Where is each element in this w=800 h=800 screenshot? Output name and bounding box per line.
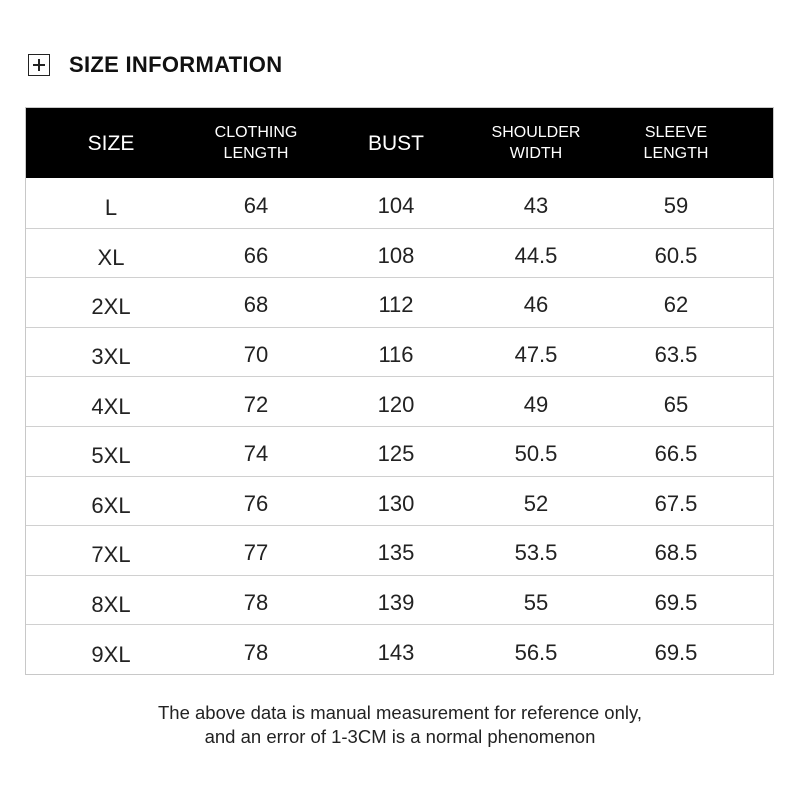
note-line-1: The above data is manual measurement for reference only, <box>158 702 642 723</box>
cell-shoulder-width: 56.5 <box>514 639 558 665</box>
cell-size: 7XL <box>91 542 131 568</box>
column-header-clothing-length: CLOTHING LENGTH <box>214 124 298 162</box>
cell-clothing-length: 78 <box>243 590 269 616</box>
cell-sleeve-length: 60.5 <box>654 242 698 268</box>
cell-sleeve-length: 62 <box>663 292 689 318</box>
column-header-shoulder-width: SHOULDER WIDTH <box>491 124 581 162</box>
size-table <box>25 107 774 675</box>
cell-shoulder-width: 50.5 <box>514 441 558 467</box>
cell-bust: 130 <box>377 490 415 516</box>
cell-size: 6XL <box>91 492 131 518</box>
cell-shoulder-width: 44.5 <box>514 242 558 268</box>
cell-bust: 116 <box>378 342 414 368</box>
cell-sleeve-length: 63.5 <box>654 342 698 368</box>
cell-clothing-length: 72 <box>243 391 269 417</box>
table-header <box>26 108 773 178</box>
cell-size: L <box>104 194 118 220</box>
cell-shoulder-width: 55 <box>523 590 549 616</box>
cell-sleeve-length: 67.5 <box>654 490 698 516</box>
cell-clothing-length: 74 <box>243 441 269 467</box>
cell-shoulder-width: 43 <box>523 192 549 218</box>
cell-sleeve-length: 69.5 <box>654 590 698 616</box>
cell-size: 8XL <box>91 592 131 618</box>
cell-bust: 120 <box>377 391 415 417</box>
cell-sleeve-length: 69.5 <box>654 639 698 665</box>
cell-size: 4XL <box>91 393 131 419</box>
column-header-bust: BUST <box>367 131 424 155</box>
measurement-note <box>0 701 800 749</box>
cell-clothing-length: 78 <box>243 639 269 665</box>
cell-bust: 104 <box>377 192 415 218</box>
table-row <box>26 277 773 327</box>
section-header <box>28 50 282 80</box>
table-row <box>26 575 773 625</box>
table-row <box>26 624 773 674</box>
cell-sleeve-length: 68.5 <box>654 540 698 566</box>
cell-sleeve-length: 59 <box>663 192 689 218</box>
cell-shoulder-width: 52 <box>523 490 549 516</box>
cell-bust: 135 <box>377 540 415 566</box>
cell-bust: 125 <box>377 441 415 467</box>
cell-clothing-length: 64 <box>243 192 269 218</box>
cell-size: 9XL <box>91 641 131 667</box>
cell-size: 2XL <box>91 294 131 320</box>
cell-size: 5XL <box>91 443 131 469</box>
cell-sleeve-length: 65 <box>663 391 689 417</box>
cell-bust: 139 <box>377 590 415 616</box>
cell-bust: 108 <box>377 242 415 268</box>
cell-clothing-length: 66 <box>243 242 269 268</box>
table-row <box>26 178 773 228</box>
cell-shoulder-width: 46 <box>523 292 549 318</box>
cell-shoulder-width: 49 <box>523 391 549 417</box>
cell-clothing-length: 77 <box>243 540 269 566</box>
cell-clothing-length: 70 <box>243 342 269 368</box>
note-line-2: and an error of 1-3CM is a normal phenomenon <box>204 726 596 747</box>
cell-size: 3XL <box>91 344 131 370</box>
cell-clothing-length: 68 <box>243 292 269 318</box>
cell-shoulder-width: 53.5 <box>514 540 558 566</box>
column-header-sleeve-length: SLEEVE LENGTH <box>643 124 709 162</box>
cell-shoulder-width: 47.5 <box>514 342 558 368</box>
table-row <box>26 525 773 575</box>
table-row <box>26 228 773 278</box>
cell-sleeve-length: 66.5 <box>654 441 698 467</box>
cell-size: XL <box>97 244 125 270</box>
column-header-size: SIZE <box>87 131 135 155</box>
table-row <box>26 327 773 377</box>
table-row <box>26 376 773 426</box>
cell-bust: 112 <box>378 292 414 318</box>
table-body <box>26 178 773 674</box>
cell-clothing-length: 76 <box>243 490 269 516</box>
table-row <box>26 426 773 476</box>
plus-icon <box>28 54 50 76</box>
table-row <box>26 476 773 526</box>
section-title: SIZE INFORMATION <box>69 52 283 77</box>
cell-bust: 143 <box>377 639 415 665</box>
